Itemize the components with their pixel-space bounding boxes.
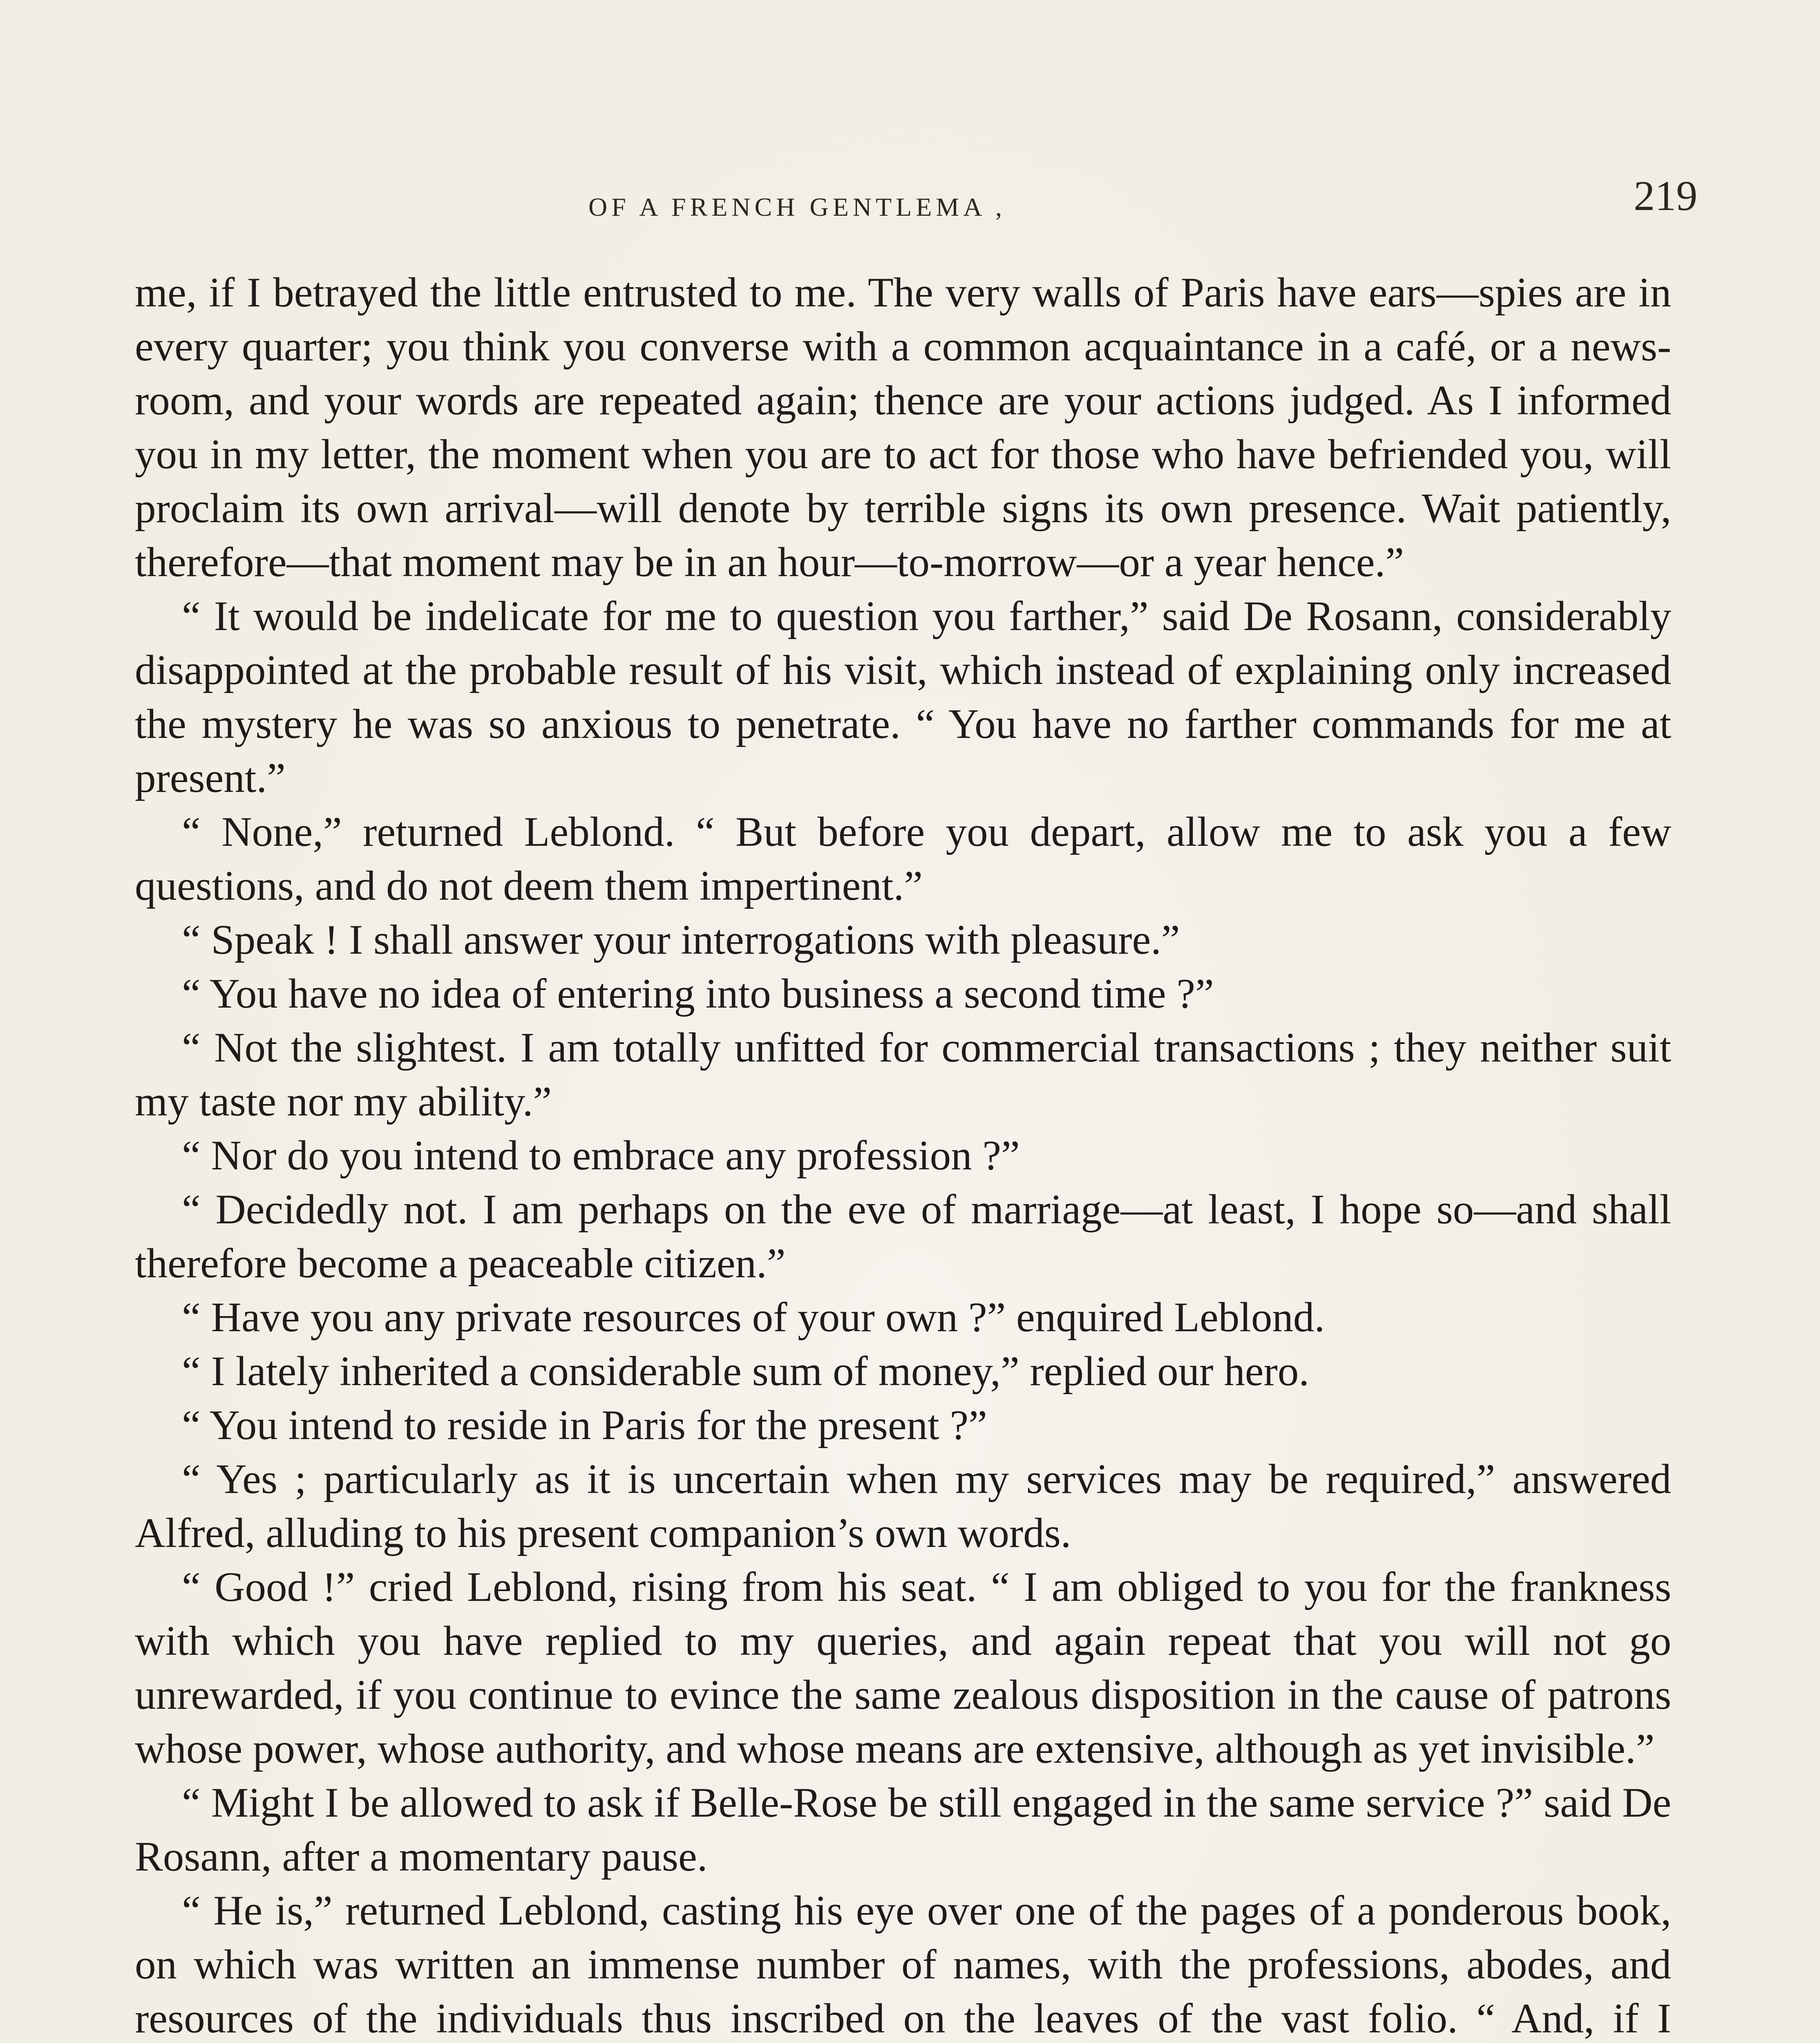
page-number: 219	[1634, 172, 1697, 219]
paragraph: “ You intend to reside in Paris for the present ?”	[182, 1402, 987, 1448]
paragraph: “ I lately inherited a considerable sum of money,” replied our hero.	[182, 1348, 1309, 1395]
body-text	[135, 266, 1671, 2043]
paragraph: “ Yes ; particularly as it is uncertain when my services may be required,” answered Alfred, alluding to his present companion’s own words.	[135, 1456, 1671, 1556]
paragraph: “ None,” returned Leblond. “ But before you depart, allow me to ask you a few questions, and do not deem them impertinent.”	[135, 809, 1671, 909]
paragraph: “ Nor do you intend to embrace any profession ?”	[182, 1132, 1020, 1179]
paragraph: me, if I betrayed the little entrusted to me. The very walls of Paris have ears—spies are in every quarter; you think you converse with a common acquaintance in a café, or a news-room, and your words are repeated again; thence are your actions judged. As I informed you in my letter, the moment when you are to act for those who have befriended you, will proclaim its own arrival—will denote by terrible signs its own presence. Wait patiently, therefore—that moment may be in an hour—to-morrow—or a year hence.”	[135, 269, 1671, 586]
paragraph: “ You have no idea of entering into business a second time ?”	[182, 970, 1214, 1017]
paragraph: “ Have you any private resources of your own ?” enquired Leblond.	[182, 1294, 1325, 1341]
paragraph: “ He is,” returned Leblond, casting his eye over one of the pages of a ponderous book, on which was written an immense number of names, with the professions, abodes, and resources of the individuals thus inscribed on the leaves of the vast folio. “ And, if I	[135, 1887, 1671, 2042]
paragraph: “ Good !” cried Leblond, rising from his seat. “ I am obliged to you for the frankness with which you have replied to my queries, and again repeat that you will not go unrewarded, if you continue to evince the same zealous disposition in the cause of patrons whose power, whose authority, and whose means are extensive, although as yet invisible.”	[135, 1564, 1671, 1772]
paragraph: “ Decidedly not. I am perhaps on the eve of marriage—at least, I hope so—and shall therefore become a peaceable citizen.”	[135, 1186, 1671, 1287]
running-title: OF A FRENCH GENTLEMA ,	[588, 192, 1006, 221]
paragraph: “ Speak ! I shall answer your interrogations with pleasure.”	[182, 916, 1180, 963]
paragraph: “ Not the slightest. I am totally unfitted for commercial transactions ; they neither suit my taste nor my ability.”	[135, 1024, 1671, 1125]
paragraph: “ It would be indelicate for me to question you farther,” said De Rosann, considerably disappointed at the probable result of his visit, which instead of explaining only increased the mystery he was so anxious to penetrate. “ You have no farther commands for me at present.”	[135, 593, 1671, 801]
paragraph: “ Might I be allowed to ask if Belle-Rose be still engaged in the same service ?” said De Rosann, after a momentary pause.	[135, 1779, 1671, 1880]
